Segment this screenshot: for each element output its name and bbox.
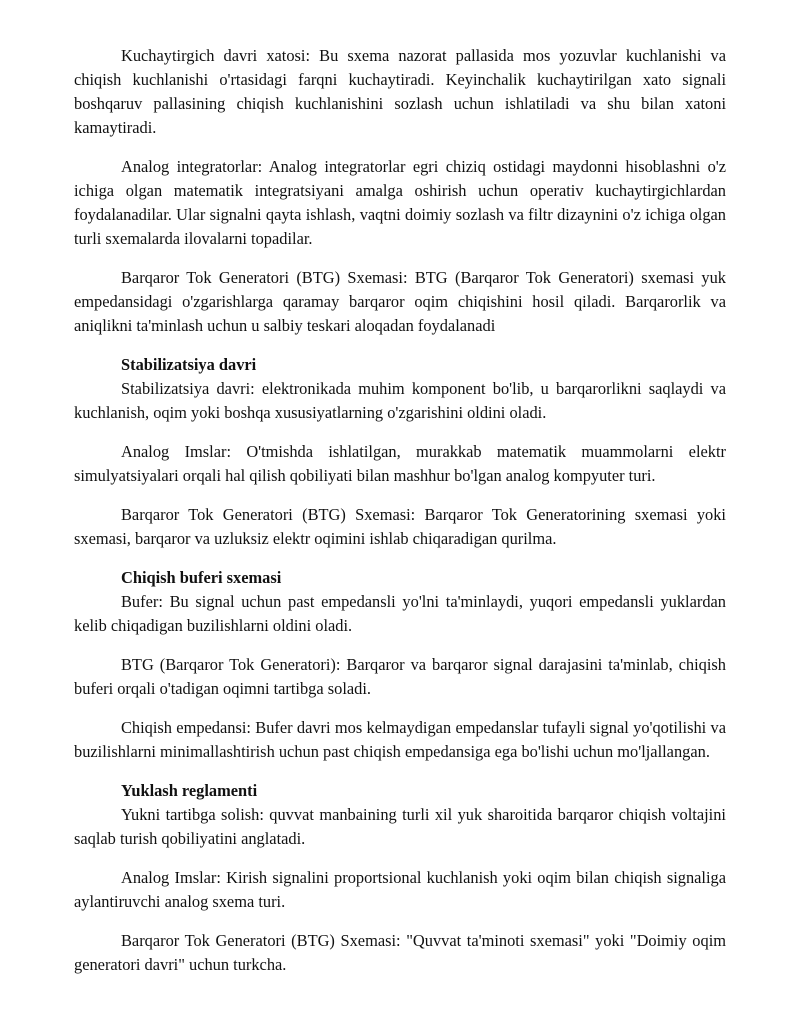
section-stabilizatsiya [74, 353, 726, 425]
paragraph: Analog Imslar: Kirish signalini proportsional kuchlanish yoki oqim bilan chiqish signaliga aylantiruvchi analog sxema turi. [74, 868, 726, 911]
section-heading: Yuklash reglamenti [121, 781, 258, 800]
paragraph: Kuchaytirgich davri xatosi: Bu sxema nazorat pallasida mos yozuvlar kuchlanishi va chiqish kuchlanishi o'rtasidagi farqni kuchaytiradi. Keyinchalik kuchaytirilgan xato signali boshqaruv pallasining chiqish kuchlanishini sozlash uchun ishlatiladi va shu bilan xatoni kamaytiradi. [74, 46, 726, 137]
paragraph: Yukni tartibga solish: quvvat manbaining turli xil yuk sharoitida barqaror chiqish voltajini saqlab turish qobiliyatini anglatadi. [74, 805, 726, 848]
paragraph: Chiqish empedansi: Bufer davri mos kelmaydigan empedanslar tufayli signal yo'qotilishi va buzilishlarni minimallashtirish uchun past chiqish empedansiga ega bo'lishi uchun mo'ljallangan. [74, 718, 726, 761]
paragraph: Analog Imslar: O'tmishda ishlatilgan, murakkab matematik muammolarni elektr simulyatsiyalari orqali hal qilish qobiliyati bilan mashhur bo'lgan analog kompyuter turi. [74, 442, 726, 485]
paragraph: Barqaror Tok Generatori (BTG) Sxemasi: Barqaror Tok Generatorining sxemasi yoki sxemasi, barqaror va uzluksiz elektr oqimini ishlab chiqaradigan qurilma. [74, 505, 726, 548]
paragraph: Analog integratorlar: Analog integratorlar egri chiziq ostidagi maydonni hisoblashni o'z ichiga olgan matematik integratsiyani amalga oshirish uchun operativ kuchaytirgichlardan foydalanadilar. Ular signalni qayta ishlash, vaqtni doimiy sozlash va filtr dizaynini o'z ichiga olgan turli sxemalarda ilovalarni topadilar. [74, 157, 726, 248]
section-heading: Stabilizatsiya davri [121, 355, 257, 374]
paragraph: Stabilizatsiya davri: elektronikada muhim komponent bo'lib, u barqarorlikni saqlaydi va kuchlanish, oqim yoki boshqa xususiyatlarning o'zgarishini oldini oladi. [74, 379, 726, 422]
paragraph: BTG (Barqaror Tok Generatori): Barqaror va barqaror signal darajasini ta'minlab, chiqish buferi orqali o'tadigan oqimni tartibga soladi. [74, 655, 726, 698]
document-page [74, 44, 726, 992]
section-heading: Chiqish buferi sxemasi [121, 568, 282, 587]
section-chiqish-buferi [74, 566, 726, 638]
paragraph: Barqaror Tok Generatori (BTG) Sxemasi: "Quvvat ta'minoti sxemasi" yoki "Doimiy oqim generatori davri" uchun turkcha. [74, 931, 726, 974]
paragraph: Barqaror Tok Generatori (BTG) Sxemasi: BTG (Barqaror Tok Generatori) sxemasi yuk empedansidagi o'zgarishlarga qaramay barqaror oqim chiqishini hosil qiladi. Barqarorlik va aniqlikni ta'minlash uchun u salbiy teskari aloqadan foydalanadi [74, 268, 726, 335]
paragraph: Bufer: Bu signal uchun past empedansli yo'lni ta'minlaydi, yuqori empedansli yuklardan kelib chiqadigan buzilishlarni oldini oladi. [74, 592, 726, 635]
section-yuklash-reglamenti [74, 779, 726, 851]
